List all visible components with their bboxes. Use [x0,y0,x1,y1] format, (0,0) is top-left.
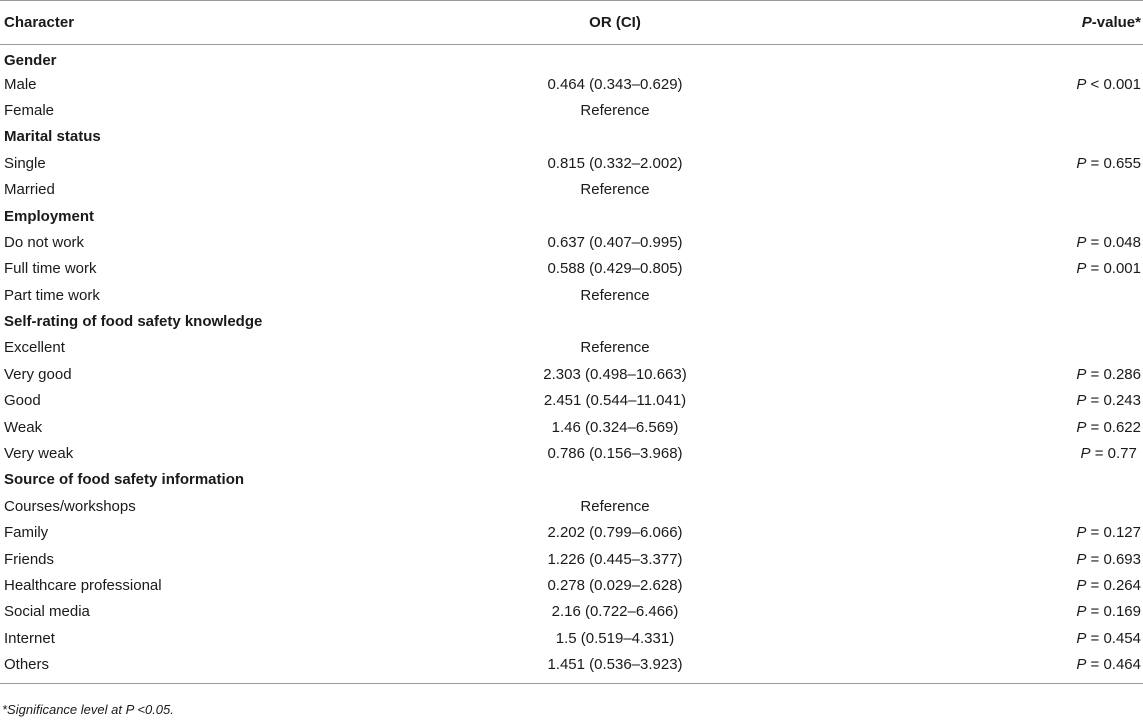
row-p-value [840,176,1143,202]
row-character: Very good [4,365,72,383]
p-symbol: P [1076,154,1087,172]
table-footnote: *Significance level at P <0.05. [2,702,174,717]
p-symbol: P [1076,260,1087,278]
row-p-value [840,45,1143,71]
table-row [0,493,1143,519]
row-character: Friends [4,550,55,568]
row-or-ci: Reference [580,181,650,199]
table-row [0,572,1143,598]
row-or-ci: 0.786 (0.156–3.968) [547,445,683,463]
header-character: Character [0,1,390,45]
p-number: = 0.77 [1090,445,1141,463]
group-label: Employment [4,207,95,225]
header-p-symbol: P [1081,14,1092,31]
row-or-ci: Reference [580,339,650,357]
table-row [0,335,1143,361]
p-symbol: P [1076,75,1087,93]
table-row [0,229,1143,255]
row-or-ci [390,308,840,334]
p-symbol: P [1076,365,1087,383]
row-p-value [840,308,1143,334]
table-row [0,546,1143,572]
row-p-value [840,150,1143,176]
table-row [0,599,1143,625]
p-number: = 0.655 [1086,154,1141,172]
p-symbol: P [1076,392,1087,410]
row-or-ci: 2.303 (0.498–10.663) [543,365,687,383]
row-or-ci: 2.16 (0.722–6.466) [551,603,679,621]
p-number: = 0.169 [1086,603,1141,621]
p-number: = 0.264 [1086,577,1141,594]
p-number: = 0.454 [1086,629,1141,647]
row-or-ci [390,467,840,493]
row-or-ci: 0.637 (0.407–0.995) [547,233,683,251]
row-p-value [840,440,1143,466]
header-or-ci: OR (CI) [390,1,840,45]
header-p-value [840,1,1143,45]
table-row [0,282,1143,308]
row-character: Good [4,392,41,410]
table-group-row [0,45,1143,71]
p-symbol: P [1080,445,1091,463]
p-number: = 0.464 [1086,655,1141,673]
row-or-ci: Reference [580,497,650,515]
row-or-ci [390,203,840,229]
p-symbol: P [1076,418,1087,436]
table-row [0,97,1143,123]
row-character: Single [4,154,46,172]
row-character: Do not work [4,233,85,251]
row-or-ci [390,124,840,150]
row-p-value [840,97,1143,123]
p-number: = 0.127 [1086,524,1141,542]
table-group-row [0,308,1143,334]
row-character: Courses/workshops [4,497,136,515]
row-or-ci: 1.226 (0.445–3.377) [547,550,683,568]
row-character: Married [4,181,55,199]
row-or-ci [390,45,840,71]
p-number: = 0.622 [1086,418,1141,436]
table-row [0,651,1143,683]
table-group-row [0,203,1143,229]
group-label: Self-rating of food safety knowledge [4,313,263,331]
row-p-value [840,414,1143,440]
row-or-ci: 1.5 (0.519–4.331) [555,629,675,647]
row-p-value [840,335,1143,361]
p-symbol: P [1076,603,1087,621]
p-number: = 0.243 [1086,392,1141,410]
row-character: Weak [4,418,43,436]
row-character: Full time work [4,260,97,278]
table-row [0,414,1143,440]
row-or-ci: 0.464 (0.343–0.629) [547,75,683,93]
row-p-value [840,282,1143,308]
row-p-value [840,572,1143,598]
row-character: Excellent [4,339,65,357]
row-p-value [840,256,1143,282]
table-group-row [0,124,1143,150]
group-label: Marital status [4,128,101,146]
row-p-value [840,361,1143,387]
row-or-ci: Reference [580,286,650,304]
table-group-row [0,467,1143,493]
table-row [0,625,1143,651]
table-row [0,150,1143,176]
row-p-value [840,229,1143,255]
table-row [0,256,1143,282]
row-or-ci: Reference [580,101,650,119]
table-row [0,71,1143,97]
row-or-ci: 1.46 (0.324–6.569) [551,418,679,436]
p-number: = 0.286 [1086,365,1141,383]
row-character: Internet [4,629,55,647]
table-row [0,440,1143,466]
row-character: Part time work [4,286,100,304]
p-symbol: P [1076,524,1087,542]
p-symbol: P [1076,233,1087,251]
row-p-value [840,546,1143,572]
header-p-suffix: -value* [1091,14,1141,31]
table-header-row [0,1,1143,45]
row-character: Female [4,101,55,119]
p-symbol: P [1076,550,1087,568]
row-p-value [840,599,1143,625]
p-number: = 0.001 [1086,260,1141,278]
p-symbol: P [1076,655,1087,673]
table-body [0,45,1143,684]
row-or-ci: 1.451 (0.536–3.923) [390,651,840,683]
row-p-value [840,203,1143,229]
p-symbol: P [1076,577,1087,594]
row-character: Others [0,651,390,683]
row-p-value [840,651,1143,683]
row-or-ci: 0.588 (0.429–0.805) [547,260,683,278]
p-number: < 0.001 [1086,75,1141,93]
row-or-ci: 0.278 (0.029–2.628) [547,577,683,594]
p-number: = 0.693 [1086,550,1141,568]
row-character: Healthcare professional [4,577,162,594]
row-p-value [840,520,1143,546]
row-p-value [840,493,1143,519]
p-symbol: P [1076,629,1087,647]
row-or-ci: 2.451 (0.544–11.041) [543,392,687,410]
row-character: Male [4,75,37,93]
row-or-ci: 2.202 (0.799–6.066) [547,524,683,542]
table-row [0,388,1143,414]
row-p-value [840,388,1143,414]
row-p-value [840,625,1143,651]
row-character: Family [4,524,49,542]
row-or-ci: 0.815 (0.332–2.002) [547,154,683,172]
row-character: Very weak [4,445,74,463]
row-p-value [840,71,1143,97]
row-p-value [840,467,1143,493]
table-row [0,361,1143,387]
group-label: Gender [4,52,57,70]
group-label: Source of food safety information [4,471,245,489]
p-number: = 0.048 [1086,233,1141,251]
table-row [0,520,1143,546]
row-p-value [840,124,1143,150]
row-character: Social media [4,603,90,621]
table-row [0,176,1143,202]
